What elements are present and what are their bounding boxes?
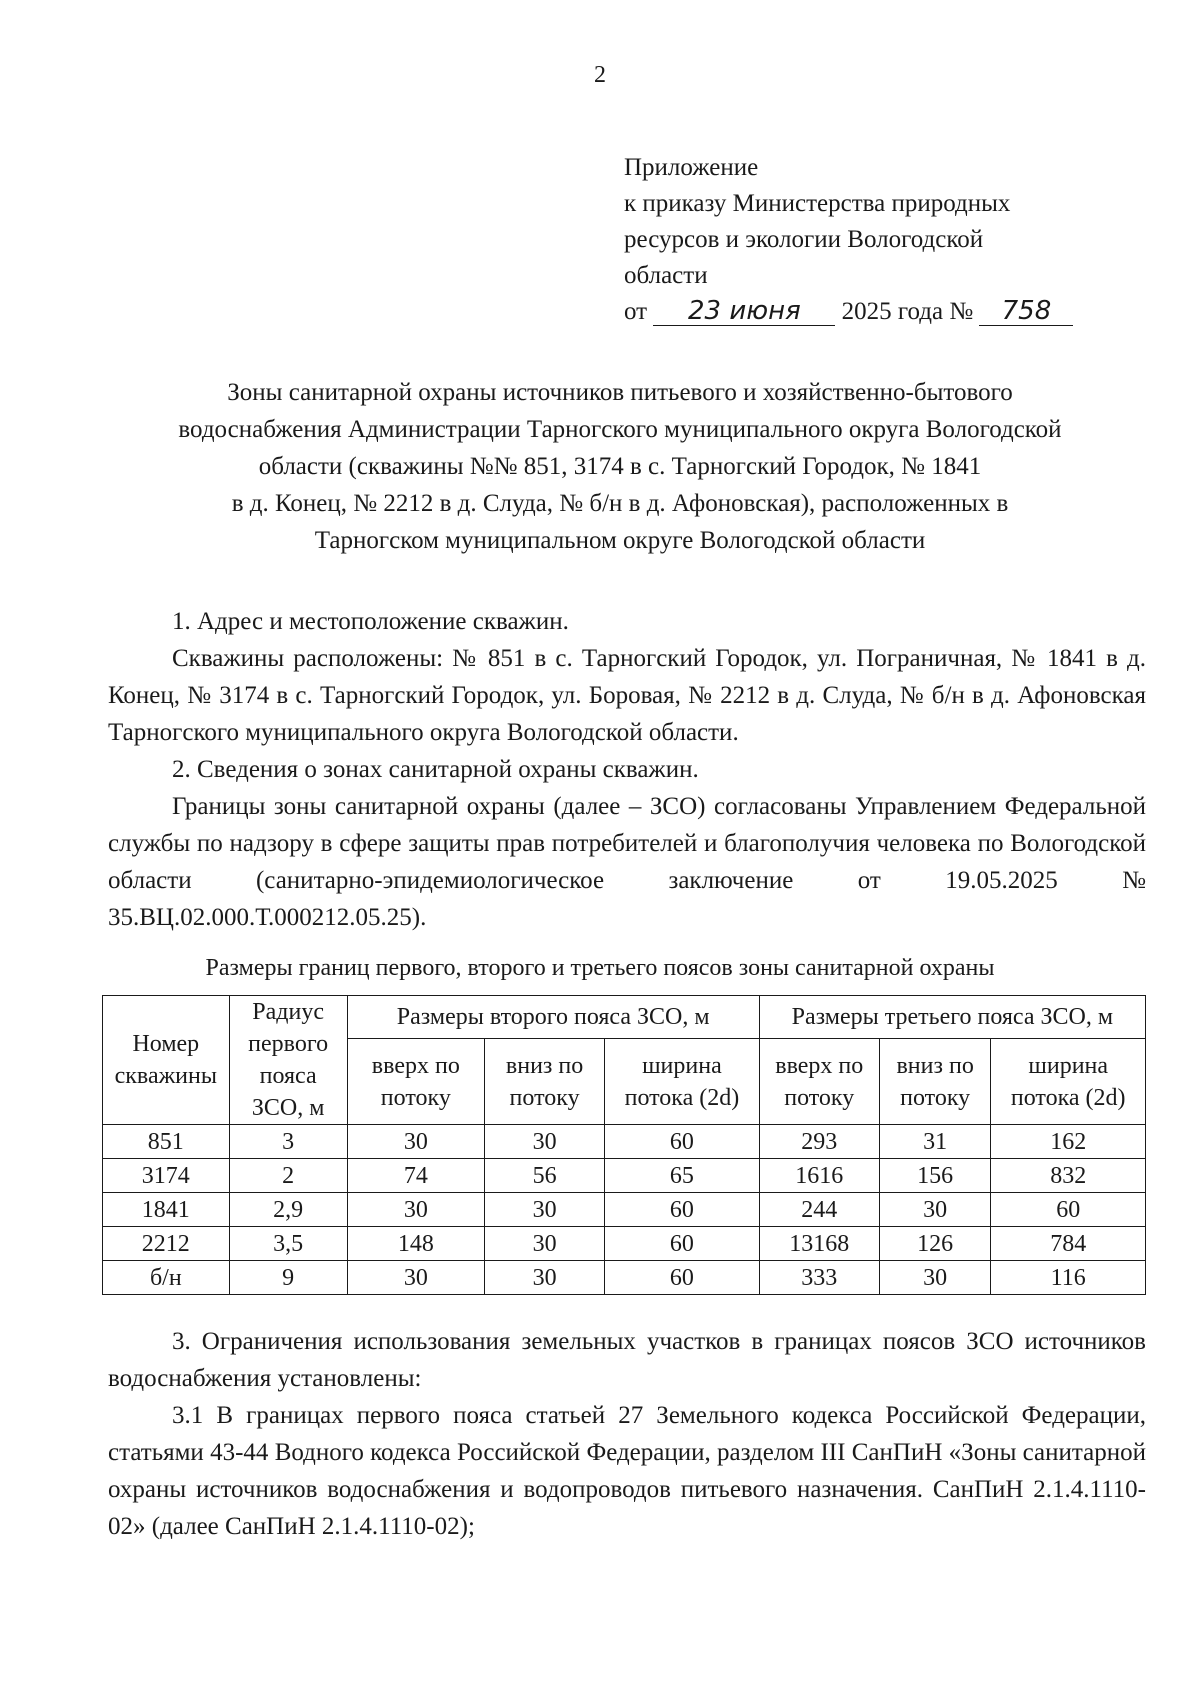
table-caption: Размеры границ первого, второго и третьего поясов зоны санитарной охраны bbox=[205, 955, 995, 981]
header-third-width: ширина потока (2d) bbox=[991, 1039, 1146, 1125]
table-cell: 30 bbox=[484, 1125, 604, 1159]
section2-text: Границы зоны санитарной охраны (далее – ЗСО) согласованы Управлением Федеральной службы по надзору в сфере защиты прав потребителей и благополучия человека по Вологодской области (санитарно-эпидемиологическое заключение от 19.05.2025 № 35.ВЦ.02.000.Т.000212.05.25). bbox=[108, 793, 1146, 931]
header-second-upstream: вверх по потоку bbox=[347, 1039, 484, 1125]
order-date-handwritten: 23 июня bbox=[653, 297, 835, 326]
table-cell: 30 bbox=[879, 1261, 991, 1295]
table-row bbox=[103, 1227, 1146, 1261]
table-row bbox=[103, 1125, 1146, 1159]
table-cell: 1841 bbox=[103, 1193, 230, 1227]
table-cell: 30 bbox=[484, 1193, 604, 1227]
table-cell: 333 bbox=[759, 1261, 879, 1295]
table-cell: 30 bbox=[347, 1261, 484, 1295]
table-cell: 3174 bbox=[103, 1159, 230, 1193]
table-cell: 2,9 bbox=[229, 1193, 347, 1227]
section1-heading: 1. Адрес и местоположение скважин. bbox=[172, 608, 569, 635]
table-cell: 851 bbox=[103, 1125, 230, 1159]
appendix-line: Приложение bbox=[624, 154, 759, 181]
appendix-header bbox=[624, 150, 1144, 330]
table-cell: 832 bbox=[991, 1159, 1146, 1193]
header-third-downstream: вниз по потоку bbox=[879, 1039, 991, 1125]
table-cell: 60 bbox=[991, 1193, 1146, 1227]
title-line: в д. Конец, № 2212 в д. Слуда, № б/н в д. Афоновская), расположенных в bbox=[231, 490, 1009, 517]
title-line: Тарногском муниципальном округе Вологодской области bbox=[314, 527, 926, 554]
table-cell: 293 bbox=[759, 1125, 879, 1159]
table-cell: 30 bbox=[484, 1261, 604, 1295]
table-cell: б/н bbox=[103, 1261, 230, 1295]
table-cell: 60 bbox=[605, 1227, 760, 1261]
zso-dimensions-table bbox=[102, 995, 1146, 1295]
table-cell: 162 bbox=[991, 1125, 1146, 1159]
title-line: водоснабжения Администрации Тарногского муниципального округа Вологодской bbox=[178, 416, 1062, 443]
section1-text: Скважины расположены: № 851 в с. Тарногский Городок, ул. Пограничная, № 1841 в д. Конец, № 3174 в с. Тарногский Городок, ул. Боровая, № 2212 в д. Слуда, № б/н в д. Афоновская Тарногского муниципального округа Вологодской области. bbox=[108, 645, 1146, 746]
table-cell: 126 bbox=[879, 1227, 991, 1261]
order-prefix: от bbox=[624, 298, 648, 325]
header-first-zone-radius: Радиус первого пояса ЗСО, м bbox=[229, 996, 347, 1125]
title-line: области (скважины №№ 851, 3174 в с. Тарногский Городок, № 1841 bbox=[258, 453, 982, 480]
table-cell: 56 bbox=[484, 1159, 604, 1193]
table-cell: 244 bbox=[759, 1193, 879, 1227]
table-cell: 31 bbox=[879, 1125, 991, 1159]
appendix-line: области bbox=[624, 262, 708, 289]
section3-text: 3. Ограничения использования земельных участков в границах поясов ЗСО источников водоснабжения установлены: bbox=[108, 1328, 1146, 1392]
table-cell: 148 bbox=[347, 1227, 484, 1261]
order-year: 2025 года № bbox=[841, 298, 974, 325]
table-cell: 30 bbox=[347, 1125, 484, 1159]
table-row bbox=[103, 1193, 1146, 1227]
header-third-upstream: вверх по потоку bbox=[759, 1039, 879, 1125]
table-cell: 30 bbox=[484, 1227, 604, 1261]
table-row bbox=[103, 1159, 1146, 1193]
table-cell: 1616 bbox=[759, 1159, 879, 1193]
appendix-line: ресурсов и экологии Вологодской bbox=[624, 226, 984, 253]
table-cell: 3 bbox=[229, 1125, 347, 1159]
table-cell: 784 bbox=[991, 1227, 1146, 1261]
table-cell: 60 bbox=[605, 1125, 760, 1159]
header-second-width: ширина потока (2d) bbox=[605, 1039, 760, 1125]
table-cell: 65 bbox=[605, 1159, 760, 1193]
order-number-handwritten: 758 bbox=[979, 297, 1073, 326]
section3-1-text: 3.1 В границах первого пояса статьей 27 Земельного кодекса Российской Федерации, статьями 43-44 Водного кодекса Российской Федерации, разделом III СанПиН «Зоны санитарной охраны источников водоснабжения и водопроводов питьевого назначения. СанПиН 2.1.4.1110-02» (далее СанПиН 2.1.4.1110-02); bbox=[108, 1402, 1146, 1540]
section2-heading: 2. Сведения о зонах санитарной охраны скважин. bbox=[172, 756, 699, 783]
table-cell: 156 bbox=[879, 1159, 991, 1193]
header-well-number: Номер скважины bbox=[103, 996, 230, 1125]
table-cell: 2212 bbox=[103, 1227, 230, 1261]
table-cell: 60 bbox=[605, 1193, 760, 1227]
header-second-downstream: вниз по потоку bbox=[484, 1039, 604, 1125]
table-cell: 74 bbox=[347, 1159, 484, 1193]
appendix-line: к приказу Министерства природных bbox=[624, 190, 1011, 217]
table-cell: 3,5 bbox=[229, 1227, 347, 1261]
header-third-zone: Размеры третьего пояса ЗСО, м bbox=[759, 996, 1145, 1039]
body-section-3 bbox=[108, 1323, 1146, 1545]
table-row bbox=[103, 1261, 1146, 1295]
table-cell: 9 bbox=[229, 1261, 347, 1295]
table-cell: 60 bbox=[605, 1261, 760, 1295]
title-line: Зоны санитарной охраны источников питьевого и хозяйственно-бытового bbox=[227, 379, 1013, 406]
document-title bbox=[90, 374, 1150, 559]
page-number: 2 bbox=[594, 62, 606, 88]
table-cell: 13168 bbox=[759, 1227, 879, 1261]
body-sections-1-2 bbox=[108, 603, 1146, 936]
order-line bbox=[624, 294, 1144, 330]
header-second-zone: Размеры второго пояса ЗСО, м bbox=[347, 996, 759, 1039]
table-cell: 30 bbox=[879, 1193, 991, 1227]
table-cell: 116 bbox=[991, 1261, 1146, 1295]
table-cell: 30 bbox=[347, 1193, 484, 1227]
table-cell: 2 bbox=[229, 1159, 347, 1193]
